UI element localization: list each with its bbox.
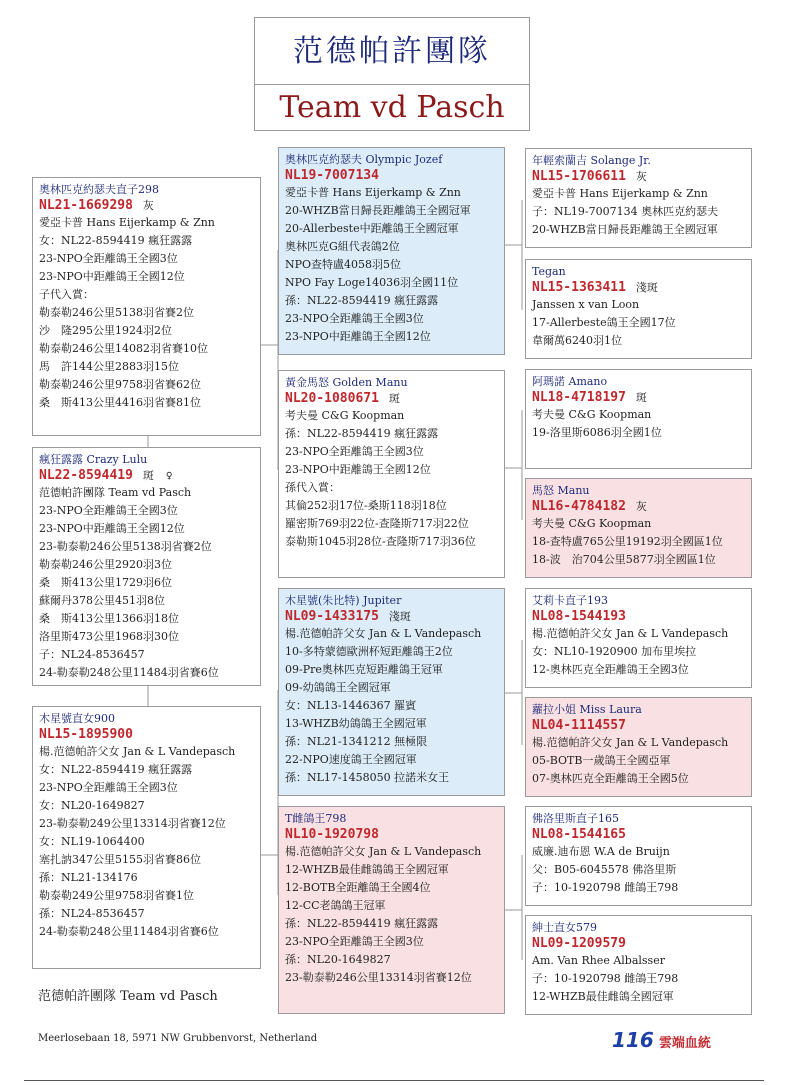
record-line: 孫：NL20-1649827 xyxy=(285,953,391,966)
record-line: 奧林匹克G組代表鴿2位 xyxy=(285,240,400,253)
subject-card xyxy=(32,447,261,686)
record-line: 子代入賞： xyxy=(39,288,94,301)
female-symbol: ♀ xyxy=(165,469,173,482)
dam-name: 木星號直女900 xyxy=(39,712,115,725)
sire-name: 奧林匹克約瑟夫直子298 xyxy=(39,183,159,196)
record-line: 女：NL13-1446367 羅賓 xyxy=(285,699,417,712)
record-line: 桑 斯413公里1729羽6位 xyxy=(39,576,172,589)
record-line: 孫代入賞： xyxy=(285,481,340,494)
sd-dam-card xyxy=(525,478,752,578)
ss-sire-ring: NL15-1706611 灰 xyxy=(532,169,647,184)
ds-sire-name: 艾莉卡直子193 xyxy=(532,594,608,607)
record-line: 23-NPO中距離鴿王全國12位 xyxy=(285,330,431,343)
brand-logo xyxy=(612,1028,711,1052)
record-line: 沙 隆295公里1924羽2位 xyxy=(39,324,172,337)
record-line: 楊.范德帕許父女 Jan & L Vandepasch xyxy=(285,845,482,858)
team-title-english: Team vd Pasch xyxy=(279,90,505,125)
record-line: 22-NPO速度鴿王全國冠軍 xyxy=(285,753,417,766)
record-line: 23-NPO中距離鴿王全國12位 xyxy=(285,463,431,476)
sire-dam-ring: NL20-1080671 斑 xyxy=(285,391,400,406)
team-title-chinese: 范德帕許團隊 xyxy=(293,34,491,69)
ss-sire-lines xyxy=(532,185,751,239)
ss-dam-name: Tegan xyxy=(532,265,566,278)
record-line: 泰勒斯1045羽28位-查隆斯717羽36位 xyxy=(285,535,476,548)
record-line: 23-NPO中距離鴿王全國12位 xyxy=(39,270,185,283)
ds-sire-ring: NL08-1544193 xyxy=(532,609,626,624)
record-line: 愛亞卡普 Hans Eijerkamp & Znn xyxy=(39,216,215,229)
record-line: 子：NL24-8536457 xyxy=(39,648,145,661)
record-line: 09-幼鴿鴿王全國冠軍 xyxy=(285,681,391,694)
record-line: 羅密斯769羽22位-查隆斯717羽22位 xyxy=(285,517,469,530)
record-line: 洛里斯473公里1968羽30位 xyxy=(39,630,179,643)
record-line: 18-波 治704公里5877羽全國區1位 xyxy=(532,553,716,566)
record-line: 考夫曼 C&G Koopman xyxy=(532,517,652,530)
record-line: 20-WHZB當日歸長距離鴿王全國冠軍 xyxy=(285,204,471,217)
record-line: 12-WHZB最佳雌鴿鴿王全國冠軍 xyxy=(285,863,449,876)
record-line: 12-CC老鴿鴿王冠軍 xyxy=(285,899,386,912)
record-line: 10-多特蒙德歐洲杯短距離鴿王2位 xyxy=(285,645,453,658)
record-line: 17-Allerbeste鴿王全國17位 xyxy=(532,316,676,329)
sire-dam-name: 黃金馬怒 Golden Manu xyxy=(285,376,408,389)
ds-sire-card xyxy=(525,588,752,688)
record-line: 馬 許144公里2883羽15位 xyxy=(39,360,179,373)
ds-dam-name: 蘿拉小姐 Miss Laura xyxy=(532,703,642,716)
record-line: 子：NL19-7007134 奧林匹克約瑟夫 xyxy=(532,205,719,218)
record-line: 孫：NL22-8594419 瘋狂露露 xyxy=(285,294,439,307)
ss-sire-name: 年輕索蘭吉 Solange Jr. xyxy=(532,154,651,167)
sire-dam-card xyxy=(278,370,505,578)
dam-sire-name: 木星號(朱比特) Jupiter xyxy=(285,594,402,607)
record-line: 24-勒泰勒248公里11484羽省賽6位 xyxy=(39,925,219,938)
record-line: 05-BOTB一歲鴿王全國亞軍 xyxy=(532,754,671,767)
record-line: NPO Fay Loge14036羽全國11位 xyxy=(285,276,459,289)
record-line: 考夫曼 C&G Koopman xyxy=(285,409,405,422)
sire-dam-lines xyxy=(285,407,504,551)
record-line: NPO查特盧4058羽5位 xyxy=(285,258,402,271)
record-line: 23-NPO全距離鴿王全國3位 xyxy=(285,312,424,325)
ds-dam-lines xyxy=(532,734,751,788)
record-line: 楊.范德帕許父女 Jan & L Vandepasch xyxy=(532,627,729,640)
sd-dam-name: 馬怒 Manu xyxy=(532,484,590,497)
record-line: 勒泰勒246公里9758羽省賽62位 xyxy=(39,378,201,391)
record-line: 12-奧林匹克全距離鴿王全國3位 xyxy=(532,663,689,676)
ss-sire-card xyxy=(525,148,752,248)
sire-sire-card xyxy=(278,147,505,355)
dam-sire-ring: NL09-1433175 淺斑 xyxy=(285,609,411,624)
record-line: 23-NPO全距離鴿王全國3位 xyxy=(39,781,178,794)
record-line: 23-NPO中距離鴿王全國12位 xyxy=(39,522,185,535)
record-line: 女：NL22-8594419 瘋狂露露 xyxy=(39,234,193,247)
record-line: 09-Pre奧林匹克短距離鴿王冠軍 xyxy=(285,663,443,676)
record-line: 女：NL20-1649827 xyxy=(39,799,145,812)
dam-dam-card xyxy=(278,806,505,1014)
record-line: 23-勒泰勒246公里13314羽省賽12位 xyxy=(285,971,472,984)
sd-sire-ring: NL18-4718197 斑 xyxy=(532,390,647,405)
ss-dam-card xyxy=(525,259,752,359)
record-line: 韋爾萬6240羽1位 xyxy=(532,334,622,347)
record-line: 勒泰勒249公里9758羽省賽1位 xyxy=(39,889,194,902)
bottom-rule xyxy=(24,1080,764,1081)
record-line: 楊.范德帕許父女 Jan & L Vandepasch xyxy=(39,745,236,758)
record-line: 19-洛里斯6086羽全國1位 xyxy=(532,426,662,439)
sire-card xyxy=(32,177,261,436)
record-line: 孫：NL21-134176 xyxy=(39,871,138,884)
dd-sire-ring: NL08-1544165 xyxy=(532,827,626,842)
record-line: 孫：NL21-1341212 無極限 xyxy=(285,735,428,748)
footer-address: Meerlosebaan 18, 5971 NW Grubbenvorst, Netherland xyxy=(38,1033,318,1044)
dam-card xyxy=(32,706,261,969)
record-line: 12-WHZB最佳雌鴿全國冠軍 xyxy=(532,990,674,1003)
dam-sire-lines xyxy=(285,625,504,787)
record-line: 父：B05-6045578 佛洛里斯 xyxy=(532,863,677,876)
record-line: 24-勒泰勒248公里11484羽省賽6位 xyxy=(39,666,219,679)
record-line: 12-BOTB全距離鴿王全國4位 xyxy=(285,881,431,894)
dd-dam-lines xyxy=(532,952,751,1006)
record-line: 孫：NL24-8536457 xyxy=(39,907,145,920)
record-line: 桑 斯413公里1366羽18位 xyxy=(39,612,179,625)
record-line: 女：NL19-1064400 xyxy=(39,835,145,848)
sd-sire-lines xyxy=(532,406,751,442)
record-line: 勒泰勒246公里5138羽省賽2位 xyxy=(39,306,194,319)
subject-lines xyxy=(39,484,260,682)
record-line: 勒泰勒246公里14082羽省賽10位 xyxy=(39,342,208,355)
dam-dam-name: T雌鴿王798 xyxy=(285,812,347,825)
record-line: 考夫曼 C&G Koopman xyxy=(532,408,652,421)
sire-sire-ring: NL19-7007134 xyxy=(285,168,379,183)
record-line: 蘇爾丹378公里451羽8位 xyxy=(39,594,165,607)
record-line: 女：NL10-1920900 加布里埃拉 xyxy=(532,645,697,658)
record-line: 孫：NL22-8594419 瘋狂露露 xyxy=(285,427,439,440)
record-line: 子：10-1920798 雌鴿王798 xyxy=(532,881,679,894)
sire-lines xyxy=(39,214,260,412)
record-line: 塞扎訥347公里5155羽省賽86位 xyxy=(39,853,201,866)
record-line: 其倫252羽17位-桑斯118羽18位 xyxy=(285,499,447,512)
dam-lines xyxy=(39,743,260,941)
record-line: 18-查特盧765公里19192羽全國區1位 xyxy=(532,535,723,548)
ds-dam-card xyxy=(525,697,752,797)
logo-number: 116 xyxy=(612,1028,654,1052)
record-line: 孫：NL22-8594419 瘋狂露露 xyxy=(285,917,439,930)
sire-ring: NL21-1669298 灰 xyxy=(39,198,154,213)
record-line: 子：10-1920798 雌鴿王798 xyxy=(532,972,679,985)
record-line: 愛亞卡普 Hans Eijerkamp & Znn xyxy=(285,186,461,199)
dd-dam-name: 紳士直女579 xyxy=(532,921,597,934)
record-line: 13-WHZB幼鴿鴿王全國冠軍 xyxy=(285,717,427,730)
sd-dam-lines xyxy=(532,515,751,569)
sd-dam-ring: NL16-4784182 灰 xyxy=(532,499,647,514)
record-line: 23-NPO全距離鴿王全國3位 xyxy=(39,504,178,517)
ds-sire-lines xyxy=(532,625,751,679)
record-line: 20-WHZB當日歸長距離鴿王全國冠軍 xyxy=(532,223,718,236)
record-line: 23-勒泰勒249公里13314羽省賽12位 xyxy=(39,817,226,830)
dd-dam-ring: NL09-1209579 xyxy=(532,936,626,951)
ss-dam-lines xyxy=(532,296,751,350)
record-line: 20-Allerbeste中距離鴿王全國冠軍 xyxy=(285,222,459,235)
record-line: 勒泰勒246公里2920羽3位 xyxy=(39,558,172,571)
record-line: Janssen x van Loon xyxy=(532,298,640,311)
dam-sire-card xyxy=(278,588,505,796)
sd-sire-name: 阿瑪諾 Amano xyxy=(532,375,608,388)
subject-name: 瘋狂露露 Crazy Lulu xyxy=(39,453,148,466)
record-line: 女：NL22-8594419 瘋狂露露 xyxy=(39,763,193,776)
dd-dam-card xyxy=(525,915,752,1015)
record-line: 愛亞卡普 Hans Eijerkamp & Znn xyxy=(532,187,708,200)
record-line: 23-NPO全距離鴿王全國3位 xyxy=(285,935,424,948)
ds-dam-ring: NL04-1114557 xyxy=(532,718,626,733)
dd-sire-card xyxy=(525,806,752,906)
record-line: 范德帕許團隊 Team vd Pasch xyxy=(39,486,192,499)
record-line: 23-NPO全距離鴿王全國3位 xyxy=(39,252,178,265)
record-line: 桑 斯413公里4416羽省賽81位 xyxy=(39,396,201,409)
dd-sire-lines xyxy=(532,843,751,897)
record-line: 23-勒泰勒246公里5138羽省賽2位 xyxy=(39,540,212,553)
record-line: 孫：NL17-1458050 拉諾米女王 xyxy=(285,771,450,784)
sd-sire-card xyxy=(525,369,752,469)
record-line: 07-奧林匹克全距離鴿王全國5位 xyxy=(532,772,689,785)
record-line: 楊.范德帕許父女 Jan & L Vandepasch xyxy=(285,627,482,640)
footer-team-name: 范德帕許團隊 Team vd Pasch xyxy=(38,989,218,1004)
record-line: 威廉.迪布恩 W.A de Bruijn xyxy=(532,845,670,858)
ss-dam-ring: NL15-1363411 淺斑 xyxy=(532,280,658,295)
record-line: Am. Van Rhee Albalsser xyxy=(532,954,665,967)
dd-sire-name: 佛洛里斯直子165 xyxy=(532,812,619,825)
dam-dam-ring: NL10-1920798 xyxy=(285,827,379,842)
record-line: 23-NPO全距離鴿王全國3位 xyxy=(285,445,424,458)
subject-ring: NL22-8594419 斑 ♀ xyxy=(39,468,173,483)
sire-sire-lines xyxy=(285,184,504,346)
logo-text: 雲端血統 xyxy=(658,1036,711,1051)
sire-sire-name: 奧林匹克約瑟夫 Olympic Jozef xyxy=(285,153,443,166)
dam-ring: NL15-1895900 xyxy=(39,727,133,742)
record-line: 楊.范德帕許父女 Jan & L Vandepasch xyxy=(532,736,729,749)
dam-dam-lines xyxy=(285,843,504,987)
